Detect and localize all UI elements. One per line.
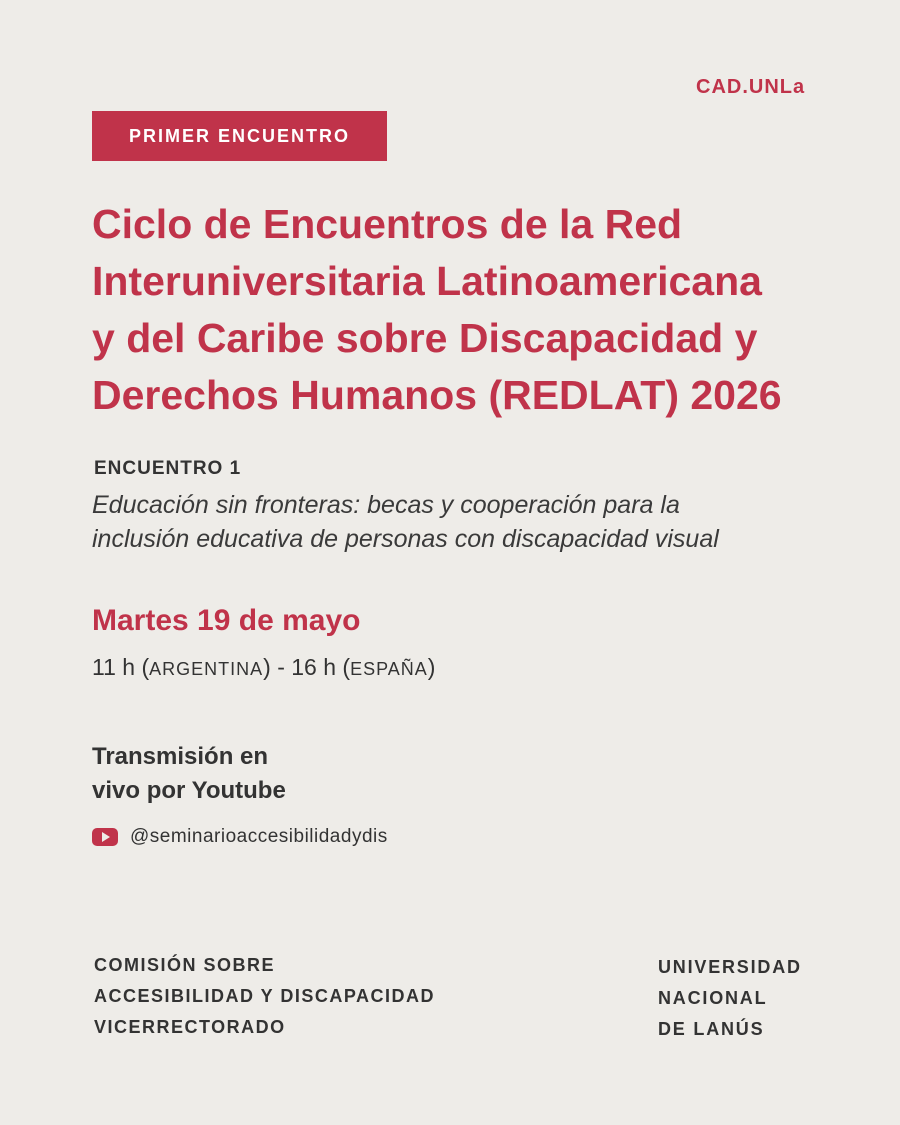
time-argentina: 11 h [92,654,136,680]
event-title [92,196,852,424]
footer-line: UNIVERSIDAD [658,957,802,977]
zone-spain: ESPAÑA [350,659,428,679]
title-line: Derechos Humanos (REDLAT) 2026 [92,372,782,418]
event-time: 11 h (ARGENTINA) - 16 h (ESPAÑA) [92,654,436,680]
zone-argentina: ARGENTINA [149,659,264,679]
youtube-channel[interactable] [92,826,388,848]
title-line: Interuniversitaria Latinoamericana [92,258,762,304]
encuentro-label: ENCUENTRO 1 [94,458,242,479]
description-line: inclusión educativa de personas con discapacidad visual [92,525,719,553]
encuentro-description [92,488,852,556]
stream-line: vivo por Youtube [92,777,286,804]
youtube-icon [92,828,118,846]
stream-info [92,740,286,808]
footer-commission [94,950,435,1043]
footer-line: COMISIÓN SOBRE [94,955,276,975]
description-line: Educación sin fronteras: becas y cooperación para la [92,491,680,519]
brand-label: CAD.UNLa [696,76,806,98]
footer-line: ACCESIBILIDAD Y DISCAPACIDAD [94,986,436,1006]
footer-line: DE LANÚS [658,1019,765,1039]
title-line: y del Caribe sobre Discapacidad y [92,315,758,361]
stream-line: Transmisión en [92,743,269,770]
event-badge: PRIMER ENCUENTRO [92,111,387,161]
youtube-handle[interactable]: @seminarioaccesibilidadydis [130,826,388,847]
footer-line: VICERRECTORADO [94,1017,286,1037]
footer-line: NACIONAL [658,988,768,1008]
footer-university [658,952,802,1045]
time-spain: 16 h [291,654,337,680]
title-line: Ciclo de Encuentros de la Red [92,201,683,247]
event-date: Martes 19 de mayo [92,604,361,637]
